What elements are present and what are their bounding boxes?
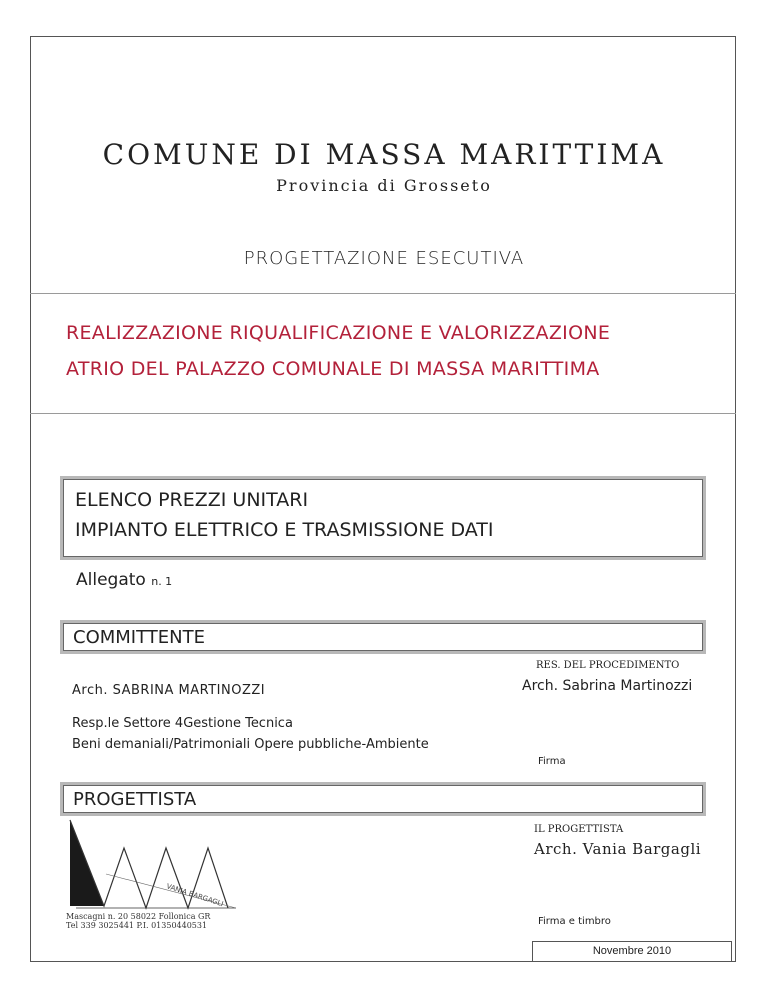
res-procedimento-label: RES. DEL PROCEDIMENTO (536, 660, 680, 671)
document-date: Novembre 2010 (592, 945, 672, 957)
divider-1 (30, 293, 736, 294)
il-progettista-label: IL PROGETTISTA (534, 824, 624, 835)
fase-title: PROGETTAZIONE ESECUTIVA (243, 248, 525, 269)
committente-title: COMMITTENTE (73, 627, 205, 648)
committente-role-line2: Beni demaniali/Patrimoniali Opere pubbliche-Ambiente (72, 737, 429, 752)
committente-box (60, 620, 706, 654)
studio-contacts: Tel 339 3025441 P.I. 01350440531 (66, 921, 208, 930)
firma-label: Firma (538, 756, 566, 767)
progettista-title: PROGETTISTA (73, 789, 197, 810)
allegato-text: Allegato (76, 570, 146, 590)
project-title-line1: REALIZZAZIONE RIQUALIFICAZIONE E VALORIZZAZIONE (66, 322, 611, 344)
allegato-label (76, 570, 172, 590)
elenco-box (60, 476, 706, 560)
progettista-name: Arch. Vania Bargagli (534, 840, 702, 858)
logo-text: VANIA BARGAGLI (165, 882, 225, 909)
committente-name: Arch. SABRINA MARTINOZZI (72, 683, 266, 698)
elenco-line1: ELENCO PREZZI UNITARI (75, 489, 309, 511)
comune-title: COMUNE DI MASSA MARITTIMA (102, 138, 666, 171)
firma-timbro-label: Firma e timbro (538, 916, 611, 927)
provincia-subtitle: Provincia di Grosseto (276, 176, 492, 195)
res-procedimento-name: Arch. Sabrina Martinozzi (522, 678, 693, 694)
elenco-line2: IMPIANTO ELETTRICO E TRASMISSIONE DATI (75, 519, 494, 541)
divider-2 (30, 413, 736, 414)
committente-role-line1: Resp.le Settore 4Gestione Tecnica (72, 716, 293, 731)
date-box (532, 941, 732, 961)
studio-address: Mascagni n. 20 58022 Follonica GR (66, 912, 211, 921)
project-title-line2: ATRIO DEL PALAZZO COMUNALE DI MASSA MARITTIMA (66, 358, 600, 380)
allegato-number: n. 1 (151, 575, 173, 588)
progettista-box (60, 782, 706, 816)
